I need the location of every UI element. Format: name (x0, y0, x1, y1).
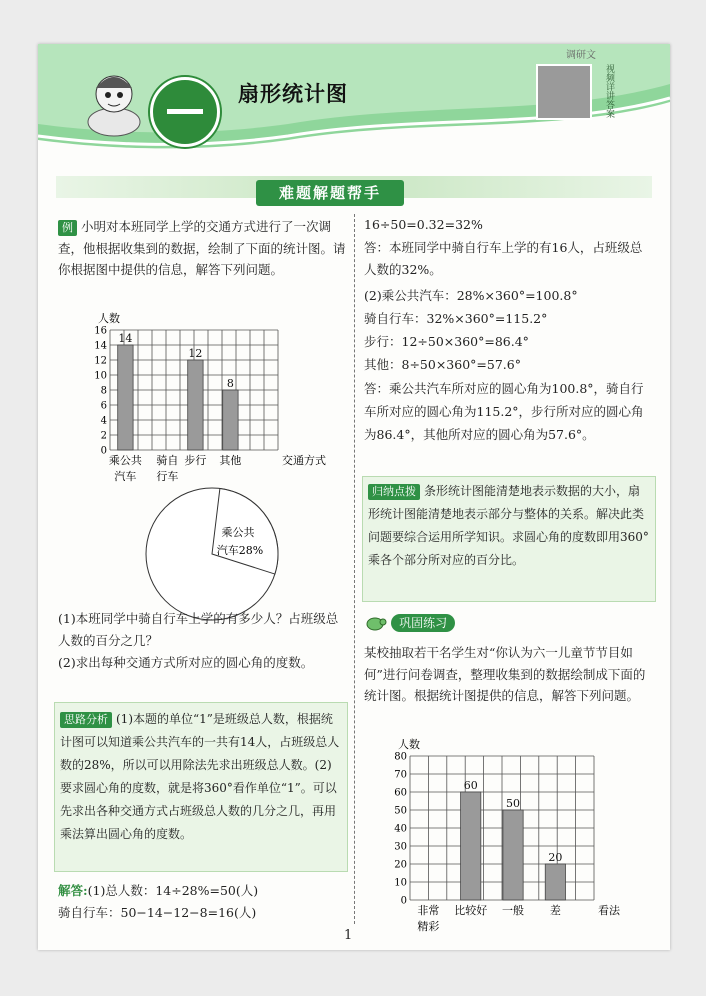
practice-text: 某校抽取若干名学生对“你认为六一儿童节节目如何”进行问卷调查，整理收集到的数据绘制成下面的统计图。根据统计图提供的信息，解答下列问题。 (364, 645, 646, 703)
solution-line-1 (58, 880, 348, 902)
y-tick-label: 50 (394, 805, 407, 817)
page-number: 1 (344, 928, 353, 943)
y-tick-label: 0 (100, 445, 107, 457)
solution-line-5: (2)乘公共汽车：28%×360°=100.8° (364, 288, 578, 303)
mascot-icon (78, 62, 150, 144)
solution-line-7: 步行：12÷50×360°=86.4° (364, 334, 529, 349)
page (38, 44, 670, 950)
solution-line-6: 骑自行车：32%×360°=115.2° (364, 311, 548, 326)
transport-bar-chart (82, 310, 352, 488)
y-tick-label: 12 (94, 355, 107, 367)
summary (368, 480, 650, 572)
x-tick-label: 一般 (502, 904, 525, 917)
x-tick-label: 骑自 (156, 454, 179, 467)
y-axis-label: 人数 (98, 312, 120, 325)
turtle-icon (364, 615, 386, 631)
column-divider (354, 214, 355, 924)
y-tick-label: 60 (394, 787, 407, 799)
example-intro (58, 216, 348, 281)
y-tick-label: 20 (394, 859, 407, 871)
data-label: 60 (463, 779, 478, 792)
bar (545, 864, 565, 900)
qr-code-icon[interactable] (536, 64, 592, 120)
y-axis-label: 人数 (398, 738, 420, 751)
solution-line-3: 16÷50=0.32=32% (364, 217, 483, 232)
help-heading: 难题解题帮手 (256, 180, 404, 206)
analysis-tag: 思路分析 (60, 712, 112, 728)
practice-tag: 巩固练习 (391, 614, 455, 632)
bar (118, 345, 133, 450)
x-tick-label: 其他 (219, 454, 242, 467)
y-tick-label: 14 (94, 340, 107, 352)
data-label: 50 (506, 797, 521, 810)
x-tick-label: 精彩 (417, 920, 440, 933)
pie-slice-label: 乘公共 (221, 526, 255, 539)
section-title: 扇形统计图 (238, 82, 348, 106)
transport-pie-chart (142, 484, 282, 624)
y-tick-label: 0 (400, 895, 407, 907)
y-tick-label: 40 (394, 823, 407, 835)
bar (188, 360, 203, 450)
question-1: (1)本班同学中骑自行车上学的有多少人？占班级总人数的百分之几？ (58, 611, 339, 648)
y-tick-label: 6 (100, 400, 107, 412)
y-tick-label: 8 (100, 385, 107, 397)
x-axis-label: 看法 (598, 904, 620, 917)
example-intro-text: 小明对本班同学上学的交通方式进行了一次调查，他根据收集到的数据，绘制了下面的统计图。请你根据图中提供的信息，解答下列问题。 (58, 219, 346, 277)
example-tag: 例 (58, 220, 77, 236)
solution-line-2: 骑自行车：50−14−12−8=16(人) (58, 905, 257, 920)
summary-text: 条形统计图能清楚地表示数据的大小，扇形统计图能清楚地表示部分与整体的关系。解决此类问题要综合运用所学知识。求圆心角的度数即用360°乘各个部分所对应的百分比。 (368, 484, 649, 567)
bar (503, 810, 523, 900)
x-tick-label: 比较好 (454, 904, 488, 917)
solution-label: 解答: (58, 883, 88, 898)
data-label: 20 (548, 851, 563, 864)
solution-line-4: 答：本班同学中骑自行车上学的有16人，占班级总人数的32%。 (364, 240, 643, 277)
analysis-text: (1)本题的单位“1”是班级总人数，根据统计图可以知道乘公共汽车的一共有14人，占班级总人数的28%，所以可以用除法先求出班级总人数。(2)要求圆心角的度数，就是将360°看作单位“1”。可以先求出各种交通方式占班级总人数的几分之几，再用乘法算出圆心角的度数。 (60, 712, 340, 841)
bar (223, 390, 238, 450)
solution-line-8: 其他：8÷50×360°=57.6° (364, 357, 521, 372)
summary-tag: 归纳点拨 (368, 484, 420, 500)
y-tick-label: 10 (394, 877, 407, 889)
data-label: 12 (188, 347, 203, 360)
section-number-badge (150, 77, 220, 147)
x-tick-label: 汽车 (114, 470, 137, 483)
y-tick-label: 2 (100, 430, 107, 442)
solution-line-9: 答：乘公共汽车所对应的圆心角为100.8°，骑自行车所对应的圆心角为115.2°，步行所对应的圆心角为86.4°，其他所对应的圆心角为57.6°。 (364, 381, 644, 442)
pie-slice-label: 汽车28% (216, 544, 264, 557)
question-2: (2)求出每种交通方式所对应的圆心角的度数。 (58, 655, 314, 670)
x-tick-label: 非常 (417, 904, 440, 917)
y-tick-label: 30 (394, 841, 407, 853)
qr-caption: 视频详讲答案 (604, 64, 614, 118)
corner-tag: 调研文 (566, 50, 596, 61)
data-label: 8 (226, 377, 234, 390)
x-tick-label: 步行 (184, 454, 207, 467)
y-tick-label: 10 (94, 370, 107, 382)
solution-line1-text: (1)总人数：14÷28%=50(人) (87, 883, 259, 898)
opinion-bar-chart (378, 736, 654, 933)
x-axis-label: 交通方式 (282, 454, 326, 467)
analysis (60, 708, 342, 846)
section-number-mark (167, 109, 203, 114)
data-label: 14 (118, 332, 133, 345)
practice-heading (364, 612, 459, 632)
bar (461, 792, 481, 900)
x-tick-label: 差 (549, 904, 561, 917)
y-tick-label: 16 (94, 325, 107, 337)
x-tick-label: 乘公共 (108, 454, 142, 467)
y-tick-label: 4 (100, 415, 107, 427)
y-tick-label: 70 (394, 769, 407, 781)
y-tick-label: 80 (394, 751, 407, 763)
x-tick-label: 行车 (156, 470, 179, 483)
